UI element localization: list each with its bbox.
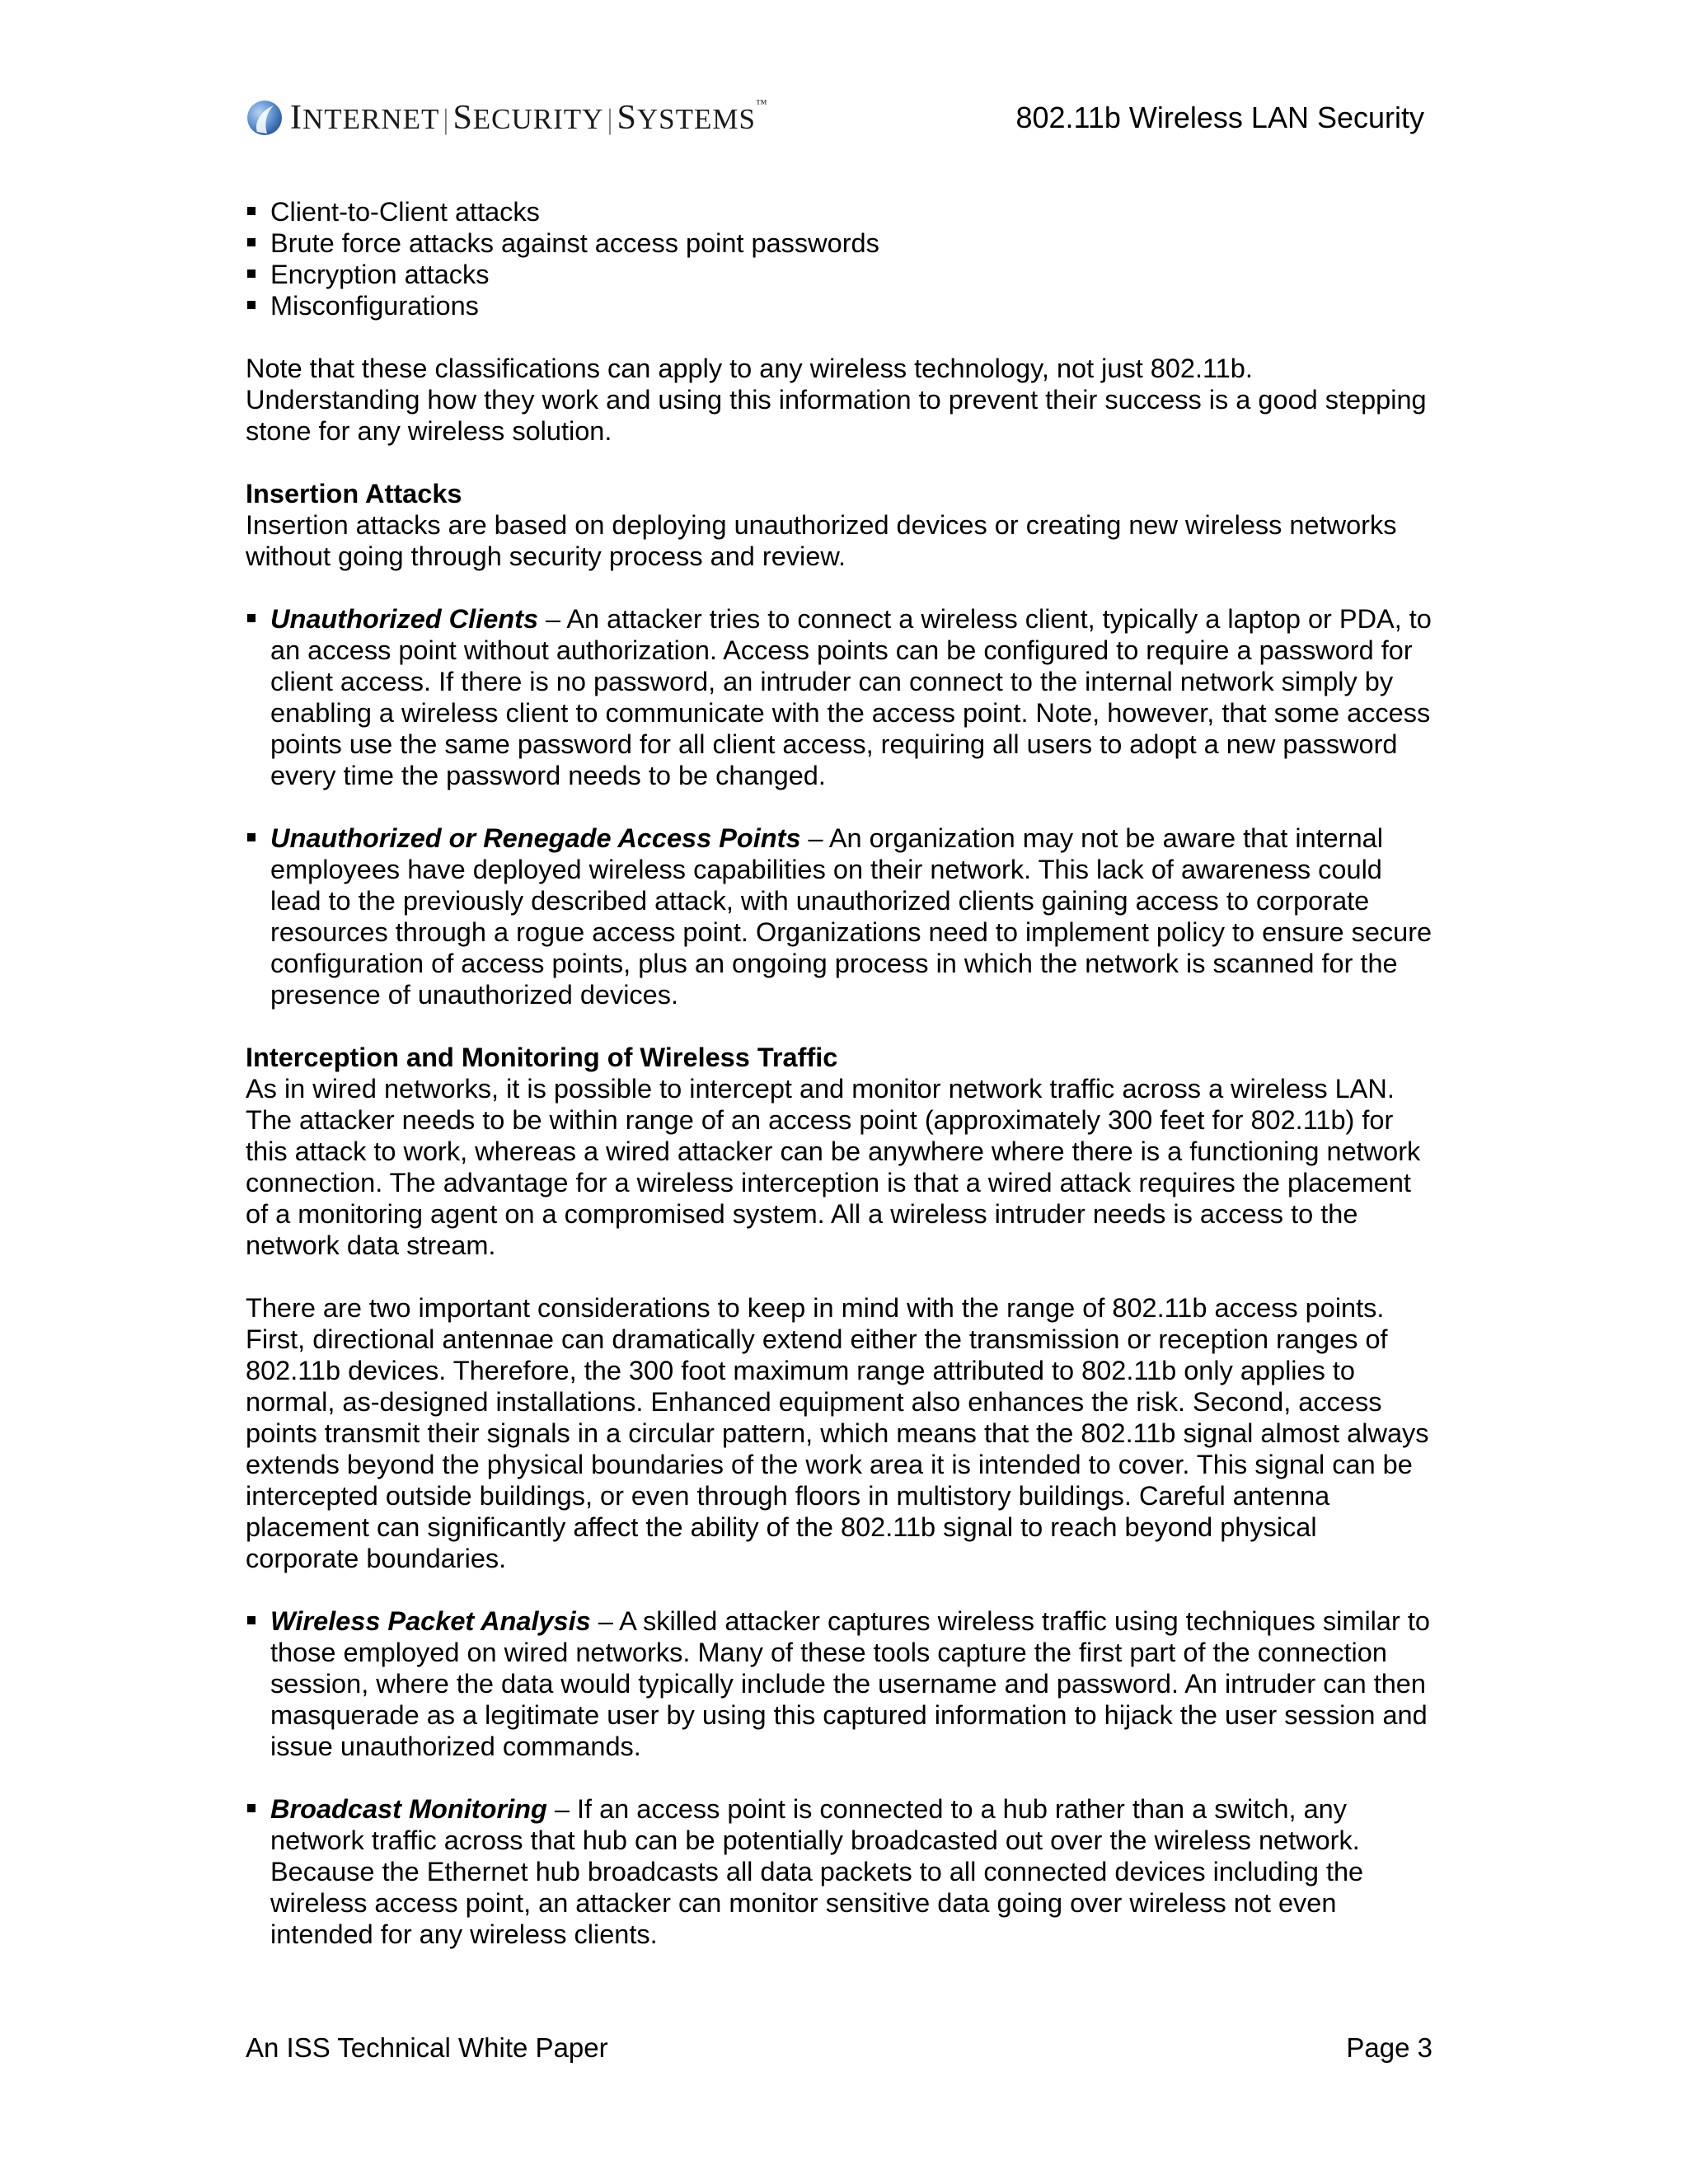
page-header [246,92,1424,142]
term: Unauthorized Clients [270,604,539,634]
term-description: – If an access point is connected to a hub rather than a switch, any network traffic across that hub can be potentially broadcasted out over the wireless network. Because the Ethernet hub broadcasts all data packets to all connected devices including the wireless access point, an attacker can monitor sensitive data going over wireless not even intended for any wireless clients. [270,1794,1364,1949]
list-item-broadcast-monitoring [246,1793,1432,1950]
list-item-unauthorized-clients [246,603,1432,791]
footer-page-number: Page 3 [1346,2032,1432,2063]
term: Unauthorized or Renegade Access Points [270,823,801,853]
iss-logo-icon [246,99,284,137]
iss-logo [246,97,768,138]
document-title: 802.11b Wireless LAN Security [1015,101,1424,134]
insertion-intro: Insertion attacks are based on deploying unauthorized devices or creating new wireless networks without going through security process and review. [246,510,1397,571]
list-item: Brute force attacks against access point passwords [246,227,1432,259]
interception-list [246,1605,1432,1762]
interception-paragraph-2: There are two important considerations to keep in mind with the range of 802.11b access points. First, directional antennae can dramatically extend either the transmission or reception ranges of 802.11b devices. Therefore, the 300 foot maximum range attributed to 802.11b only applies to normal, as-designed installations. Enhanced equipment also enhances the risk. Second, access points transmit their signals in a circular pattern, which means that the 802.11b signal almost always extends beyond the physical boundaries of the work area it is intended to cover. This signal can be intercepted outside buildings, or even through floors in multistory buildings. Careful antenna placement can significantly affect the ability of the 802.11b signal to reach beyond physical corporate boundaries. [246,1293,1429,1573]
term-description: – An attacker tries to connect a wireless client, typically a laptop or PDA, to an access point without authorization. Access points can be configured to require a password for client access. If there is no password, an intruder can connect to the internal network simply by enabling a wireless client to communicate with the access point. Note, however, that some access points use the same password for all client access, requiring all users to adopt a new password every time the password needs to be changed. [270,604,1432,790]
page-body [246,196,1432,1950]
list-item-rogue-access-points [246,823,1432,1010]
interception-list-2 [246,1793,1432,1950]
term-description: – An organization may not be aware that internal employees have deployed wireless capabilities on their network. This lack of awareness could lead to the previously described attack, with unauthorized clients gaining access to corporate resources through a rogue access point. Organizations need to implement policy to ensure secure configuration of access points, plus an ongoing process in which the network is scanned for the presence of unauthorized devices. [270,823,1432,1010]
term: Wireless Packet Analysis [270,1606,591,1636]
list-item: Misconfigurations [246,290,1432,321]
note-paragraph: Note that these classifications can apply to any wireless technology, not just 802.11b. Understanding how they work and using this information to prevent their success is a good stepping stone for any wireless solution. [246,354,1427,446]
list-item: Encryption attacks [246,259,1432,290]
insertion-list [246,603,1432,791]
section-heading-interception: Interception and Monitoring of Wireless Traffic [246,1043,838,1072]
footer-doc-label: An ISS Technical White Paper [246,2032,608,2063]
section-heading-insertion: Insertion Attacks [246,479,462,509]
term: Broadcast Monitoring [270,1794,547,1824]
interception-paragraph-1: As in wired networks, it is possible to intercept and monitor network traffic across a wireless LAN. The attacker needs to be within range of an access point (approximately 300 feet for 802.11b) for this attack to work, whereas a wired attacker can be anywhere where there is a functioning network connection. The advantage for a wireless interception is that a wired attack requires the placement of a monitoring agent on a compromised system. All a wireless intruder needs is access to the network data stream. [246,1074,1421,1260]
term-description: – A skilled attacker captures wireless traffic using techniques similar to those employed on wired networks. Many of these tools capture the first part of the connection session, where the data would typically include the username and password. An intruder can then masquerade as a legitimate user by using this captured information to hijack the user session and issue unauthorized commands. [270,1606,1430,1761]
logo-wordmark: INTERNET |SECURITY |SYSTEMS™ [290,98,768,137]
list-item: Client-to-Client attacks [246,196,1432,227]
attack-types-list [246,196,1432,321]
list-item-packet-analysis [246,1605,1432,1762]
insertion-list-2 [246,823,1432,1010]
